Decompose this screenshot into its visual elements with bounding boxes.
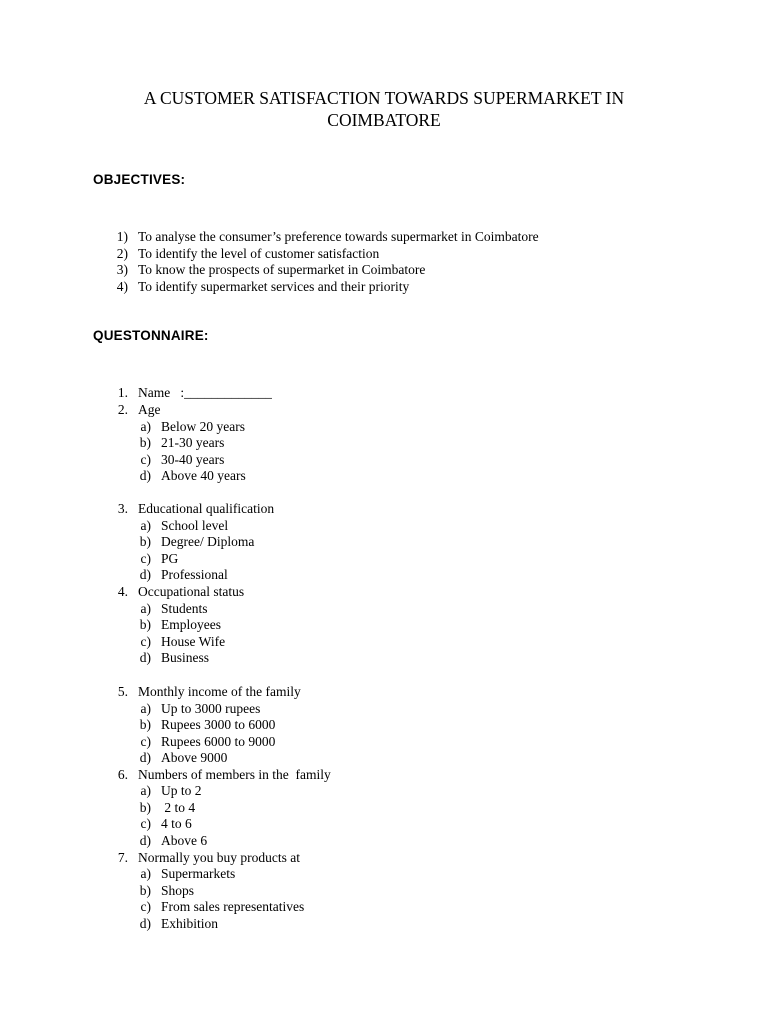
option-letter: a)	[140, 783, 151, 798]
option-letter: d)	[139, 750, 151, 765]
question-text: Name :_____________	[138, 385, 272, 400]
objective-item: To identify supermarket services and their priority	[138, 278, 410, 294]
option-letter: d)	[139, 650, 151, 665]
objective-number: 2)	[116, 245, 128, 261]
option-letter: a)	[140, 700, 151, 716]
objectives-heading: OBJECTIVES:	[93, 172, 186, 187]
option-text: Above 9000	[161, 750, 228, 765]
option-letter: d)	[139, 915, 151, 931]
option-text: Above 6	[161, 832, 208, 848]
option-letter: c)	[140, 451, 151, 467]
option-text: 21-30 years	[161, 435, 225, 450]
option-text: 4 to 6	[161, 816, 192, 831]
option-letter: a)	[140, 517, 151, 533]
option-letter: d)	[139, 468, 151, 483]
option-text: From sales representatives	[161, 899, 305, 914]
option-letter: a)	[140, 866, 151, 881]
option-text: Employees	[161, 617, 221, 632]
option-text: Below 20 years	[161, 418, 245, 434]
option-letter: c)	[140, 633, 151, 649]
question-text: Educational qualification	[138, 501, 275, 516]
option-text: Shops	[161, 882, 195, 898]
question-number: 4.	[117, 584, 128, 599]
option-text: Students	[161, 600, 208, 616]
option-letter: b)	[139, 882, 151, 898]
document-title-line-1: A CUSTOMER SATISFACTION TOWARDS SUPERMARKET IN	[143, 88, 625, 108]
option-letter: b)	[139, 617, 151, 632]
option-text: Supermarkets	[161, 866, 236, 881]
question-number: 6.	[117, 766, 128, 782]
option-letter: d)	[139, 832, 151, 848]
option-text: Rupees 6000 to 9000	[161, 733, 276, 749]
option-letter: c)	[140, 733, 151, 749]
option-text: Professional	[161, 567, 228, 582]
option-text: Exhibition	[161, 915, 218, 931]
question-text: Age	[138, 402, 161, 417]
option-letter: b)	[139, 435, 151, 450]
option-letter: d)	[139, 567, 151, 582]
objective-number: 1)	[116, 229, 128, 244]
objective-item: To analyse the consumer’s preference towards supermarket in Coimbatore	[138, 229, 539, 244]
option-text: Degree/ Diploma	[161, 534, 255, 549]
option-text: Up to 2	[161, 783, 202, 798]
question-text: Normally you buy products at	[138, 849, 300, 865]
objective-item: To know the prospects of supermarket in Coimbatore	[138, 262, 426, 277]
option-text: Up to 3000 rupees	[161, 700, 261, 716]
option-letter: c)	[140, 899, 151, 914]
option-text: PG	[161, 550, 179, 566]
question-number: 1.	[117, 385, 128, 400]
questionnaire-heading: QUESTONNAIRE:	[93, 328, 209, 343]
option-letter: a)	[140, 418, 151, 434]
question-number: 7.	[117, 849, 128, 865]
option-letter: b)	[139, 799, 151, 815]
question-number: 3.	[117, 501, 128, 516]
question-text: Occupational status	[138, 584, 245, 599]
option-letter: c)	[140, 550, 151, 566]
objective-item: To identify the level of customer satisfaction	[138, 245, 380, 261]
option-text: House Wife	[161, 633, 226, 649]
objective-number: 3)	[116, 262, 128, 277]
question-text: Numbers of members in the family	[138, 766, 331, 782]
document-title-line-2: COIMBATORE	[327, 110, 441, 130]
option-text: School level	[161, 517, 229, 533]
option-letter: b)	[139, 534, 151, 549]
option-text: Business	[161, 650, 210, 665]
objective-number: 4)	[116, 278, 128, 294]
option-letter: c)	[140, 816, 151, 831]
option-text: 2 to 4	[161, 799, 196, 815]
option-text: Above 40 years	[161, 468, 246, 483]
question-text: Monthly income of the family	[138, 684, 301, 699]
option-text: 30-40 years	[161, 451, 225, 467]
option-letter: b)	[139, 717, 151, 732]
option-letter: a)	[140, 600, 151, 616]
option-text: Rupees 3000 to 6000	[161, 717, 276, 732]
question-number: 5.	[117, 684, 128, 699]
question-number: 2.	[117, 402, 128, 417]
